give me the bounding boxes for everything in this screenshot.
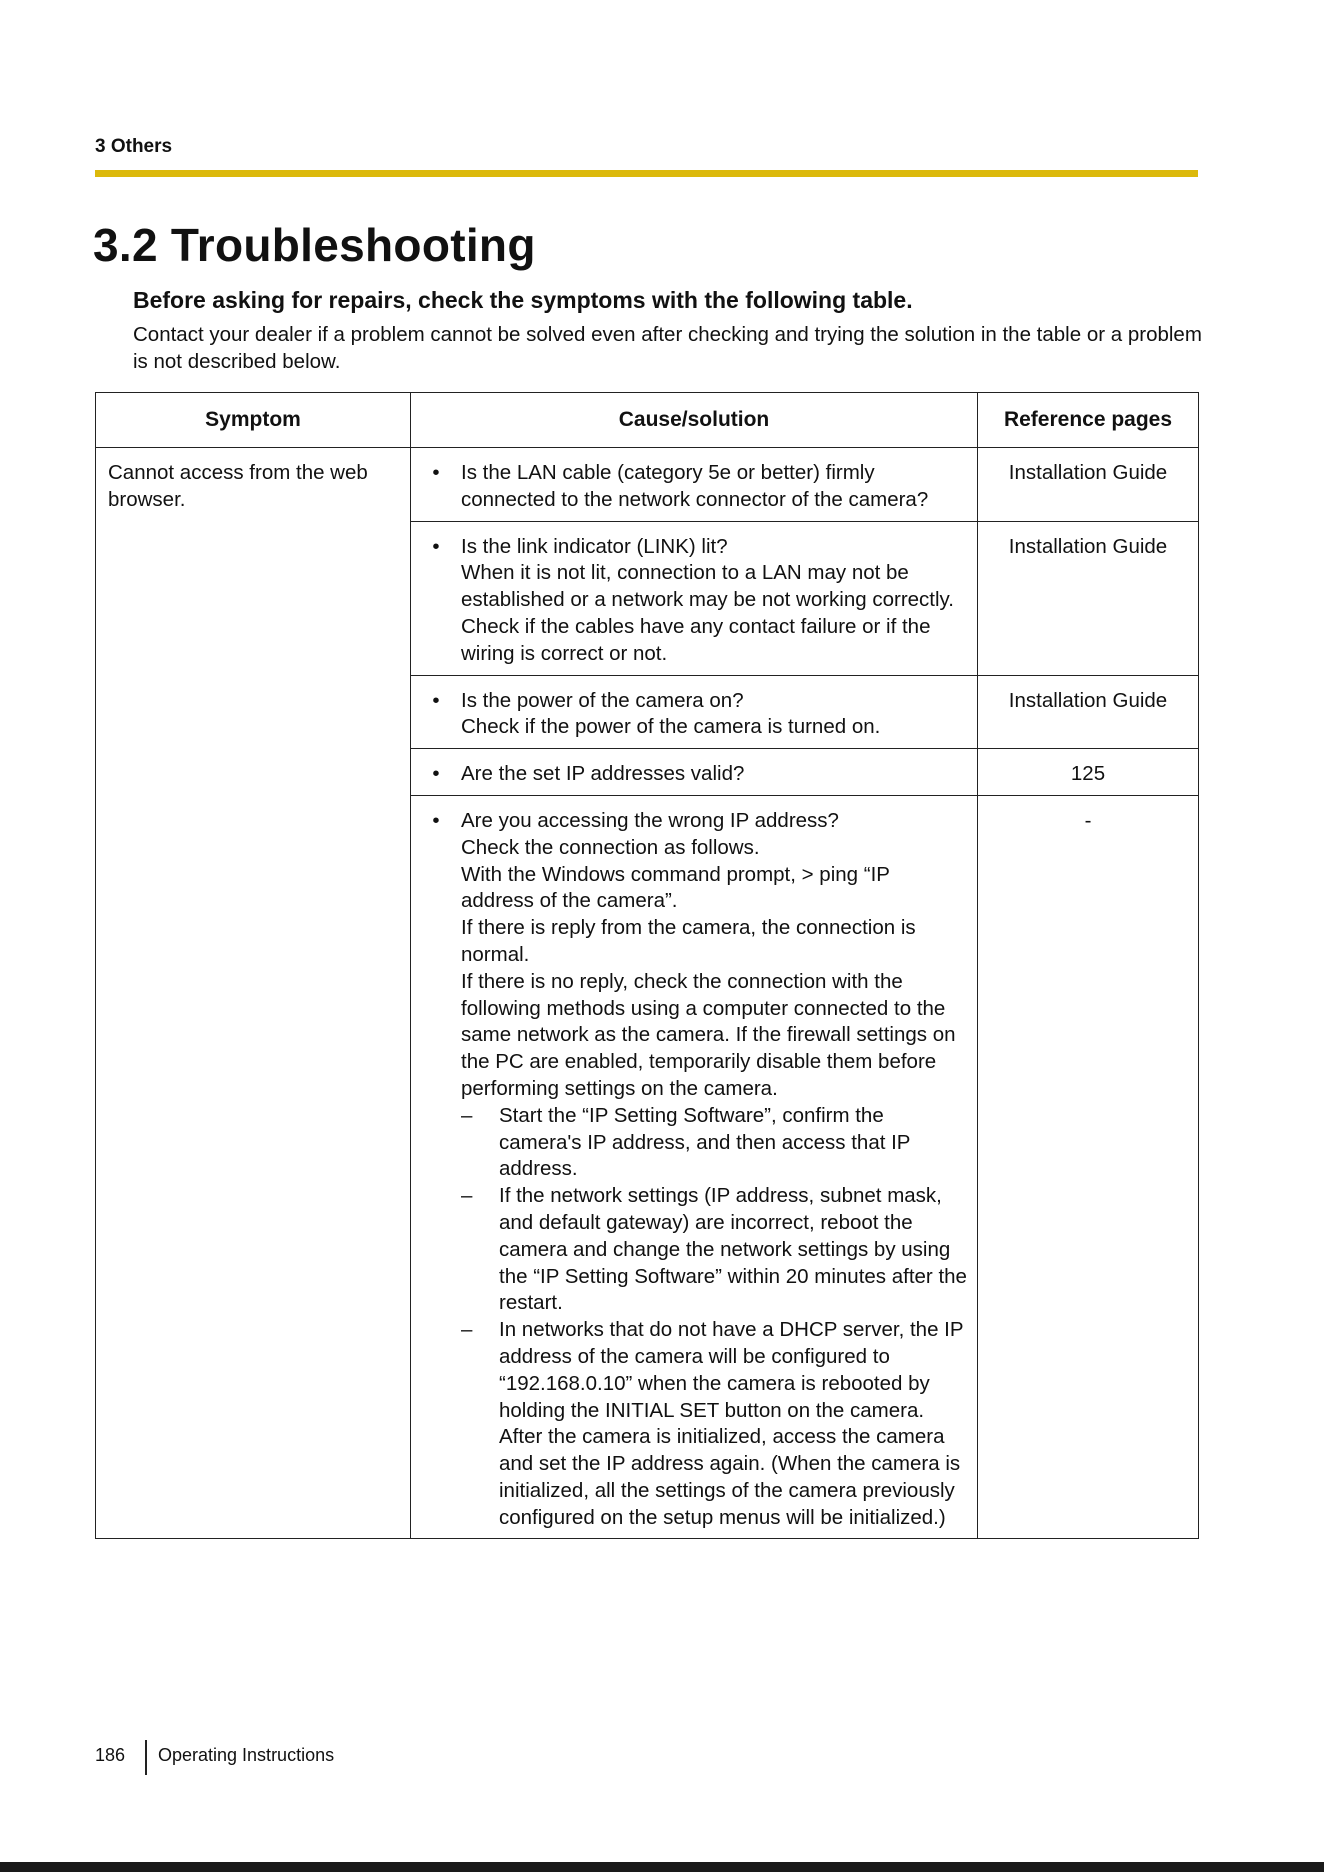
reference-cell: Installation Guide bbox=[978, 521, 1199, 675]
cause-cell bbox=[411, 675, 978, 749]
footer-doc-title: Operating Instructions bbox=[158, 1745, 335, 1765]
bullet-marker: • bbox=[432, 534, 440, 558]
reference-cell: - bbox=[978, 795, 1199, 1539]
cause-cell bbox=[411, 749, 978, 796]
dash-marker: – bbox=[461, 1184, 473, 1208]
cause-text: When it is not lit, connection to a LAN may not be established or a network may be not working correctly. Check if the cables have any contact failure or if the wiring is correct or not. bbox=[461, 561, 954, 665]
page-edge-bar bbox=[0, 1862, 1324, 1872]
dash-list-item bbox=[461, 1317, 967, 1531]
footer-divider bbox=[145, 1740, 147, 1775]
bullet-marker: • bbox=[432, 762, 440, 786]
dash-list-item bbox=[461, 1103, 967, 1183]
page-title: 3.2 Troubleshooting bbox=[93, 219, 536, 271]
header-rule bbox=[95, 170, 1198, 177]
cause-text: If there is reply from the camera, the connection is normal. bbox=[461, 916, 916, 966]
intro-text: Contact your dealer if a problem cannot be solved even after checking and trying the solution in the table or a problem is not described below. bbox=[133, 323, 1202, 373]
dash-item-text: Start the “IP Setting Software”, confirm the camera's IP address, and then access that IP address. bbox=[499, 1103, 911, 1181]
bullet-marker: • bbox=[432, 688, 440, 712]
header-reference-pages: Reference pages bbox=[978, 393, 1199, 448]
cause-text: Is the power of the camera on? bbox=[461, 688, 744, 712]
table-header-row bbox=[96, 393, 1199, 448]
cause-cell bbox=[411, 795, 978, 1539]
reference-cell: Installation Guide bbox=[978, 675, 1199, 749]
header-symptom: Symptom bbox=[96, 393, 411, 448]
page-subtitle: Before asking for repairs, check the symptoms with the following table. bbox=[133, 287, 913, 313]
cause-text: With the Windows command prompt, > ping “IP address of the camera”. bbox=[461, 862, 890, 913]
cause-text: Is the link indicator (LINK) lit? bbox=[461, 534, 728, 558]
symptom-cell: Cannot access from the web browser. bbox=[96, 448, 411, 1539]
dash-marker: – bbox=[461, 1318, 473, 1342]
cause-text: Check if the power of the camera is turned on. bbox=[461, 715, 881, 739]
reference-cell: Installation Guide bbox=[978, 448, 1199, 522]
section-label: 3 Others bbox=[95, 136, 173, 157]
cause-text: If there is no reply, check the connection with the following methods using a computer connected to the same network as the camera. If the firewall settings on the PC are enabled, temporarily disable them before performing settings on the camera. bbox=[461, 969, 956, 1100]
reference-cell: 125 bbox=[978, 749, 1199, 796]
table-row bbox=[96, 448, 1199, 522]
cause-text: Check the connection as follows. bbox=[461, 835, 760, 859]
troubleshooting-table bbox=[95, 392, 1199, 1539]
bullet-marker: • bbox=[432, 461, 440, 484]
cause-text: Are the set IP addresses valid? bbox=[461, 762, 745, 786]
cause-cell bbox=[411, 521, 978, 675]
cause-cell bbox=[411, 448, 978, 522]
dash-item-text: In networks that do not have a DHCP server, the IP address of the camera will be configured to “192.168.0.10” when the camera is rebooted by holding the INITIAL SET button on the camera. After the camera is initialized, access the camera and set the IP address again. (When the camera is initialized, all the settings of the camera previously configured on the setup menus will be initialized.) bbox=[499, 1318, 964, 1529]
cause-text: Is the LAN cable (category 5e or better) firmly connected to the network connector of the camera? bbox=[461, 461, 929, 511]
bullet-marker: • bbox=[432, 808, 440, 832]
dash-marker: – bbox=[461, 1103, 473, 1127]
page-number: 186 bbox=[95, 1745, 126, 1765]
header-cause-solution: Cause/solution bbox=[411, 393, 978, 448]
cause-text: Are you accessing the wrong IP address? bbox=[461, 808, 839, 832]
dash-item-text: If the network settings (IP address, subnet mask, and default gateway) are incorrect, reboot the camera and change the network settings by using the “IP Setting Software” within 20 minutes after the restart. bbox=[499, 1184, 967, 1315]
dash-list-item bbox=[461, 1183, 967, 1317]
